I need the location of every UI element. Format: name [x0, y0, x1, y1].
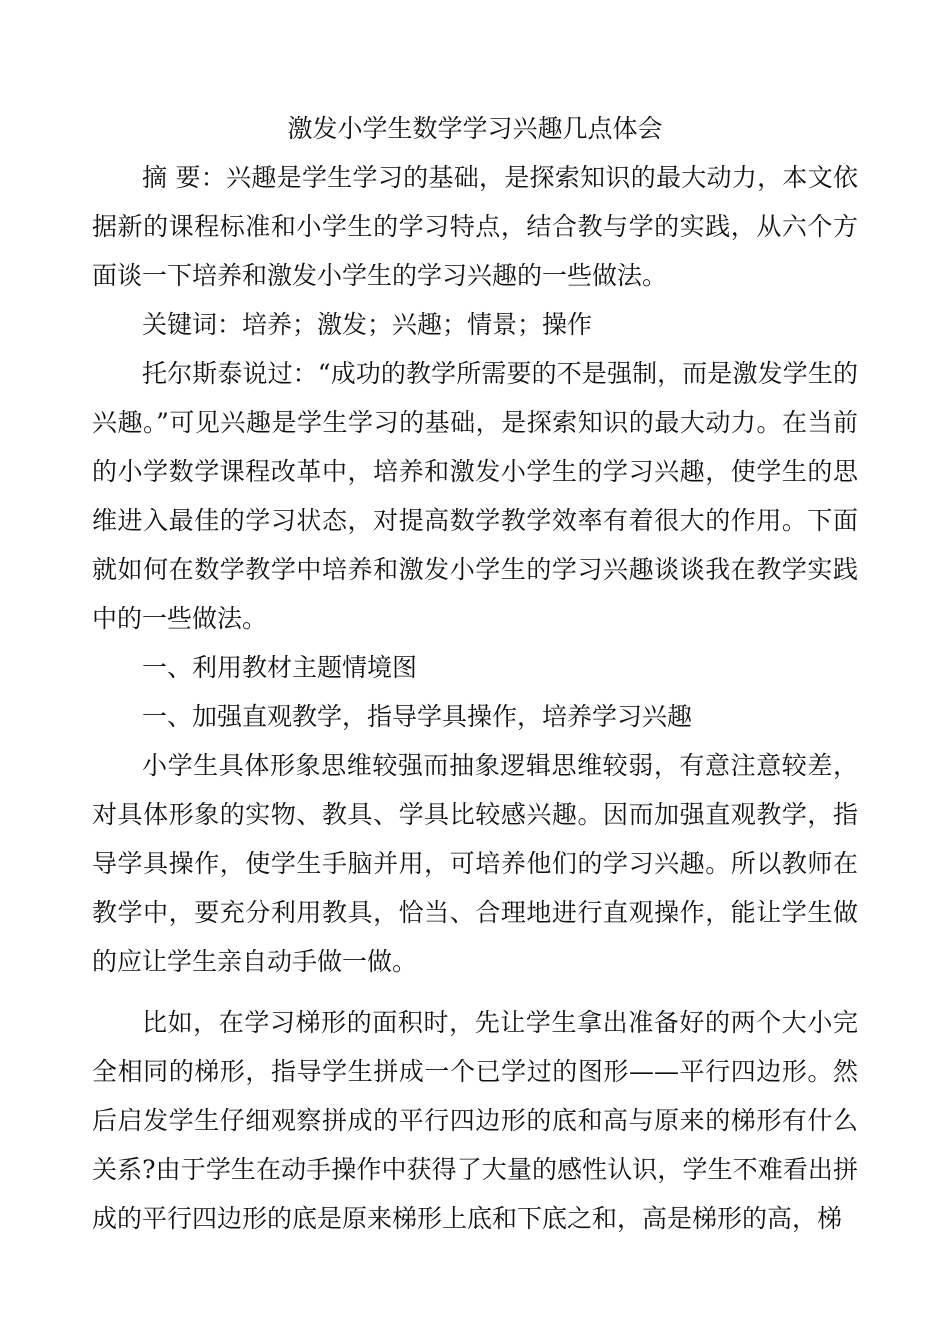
document-body — [92, 104, 858, 1243]
body-paragraph-direct-teaching: 小学生具体形象思维较强而抽象逻辑思维较弱，有意注意较差，对具体形象的实物、教具、学具比较感兴趣。因而加强直观教学，指导学具操作，使学生手脑并用，可培养他们的学习兴趣。所以教师在教学中，要充分利用教具，恰当、合理地进行直观操作，能让学生做的应让学生亲自动手做一做。 — [92, 751, 858, 976]
section-heading-2: 一、加强直观教学，指导学具操作，培养学习兴趣 — [142, 702, 693, 731]
body-paragraph-trapezoid-example: 比如，在学习梯形的面积时，先让学生拿出准备好的两个大小完全相同的梯形，指导学生拼成一个已学过的图形——平行四边形。然后启发学生仔细观察拼成的平行四边形的底和高与原来的梯形有什么关系?由于学生在动手操作中获得了大量的感性认识，学生不难看出拼成的平行四边形的底是原来梯形上底和下底之和，高是梯形的高，梯 — [92, 1008, 858, 1233]
abstract-text: 兴趣是学生学习的基础，是探索知识的最大动力，本文依据新的课程标准和小学生的学习特点，结合教与学的实践，从六个方面谈一下培养和激发小学生的学习兴趣的一些做法。 — [92, 163, 858, 290]
section-heading-1: 一、利用教材主题情境图 — [142, 653, 418, 682]
document-title: 激发小学生数学学习兴趣几点体会 — [287, 114, 663, 143]
abstract-paragraph — [92, 153, 858, 300]
keywords-line: 关键词：培养；激发；兴趣；情景；操作 — [142, 310, 593, 339]
body-paragraph-intro: 托尔斯泰说过：“成功的教学所需要的不是强制，而是激发学生的兴趣。”可见兴趣是学生学习的基础，是探索知识的最大动力。在当前的小学数学课程改革中，培养和激发小学生的学习兴趣，使学生的思维进入最佳的学习状态，对提高数学教学效率有着很大的作用。下面就如何在数学教学中培养和激发小学生的学习兴趣谈谈我在教学实践中的一些做法。 — [92, 359, 858, 633]
abstract-label: 摘 要： — [142, 163, 227, 192]
